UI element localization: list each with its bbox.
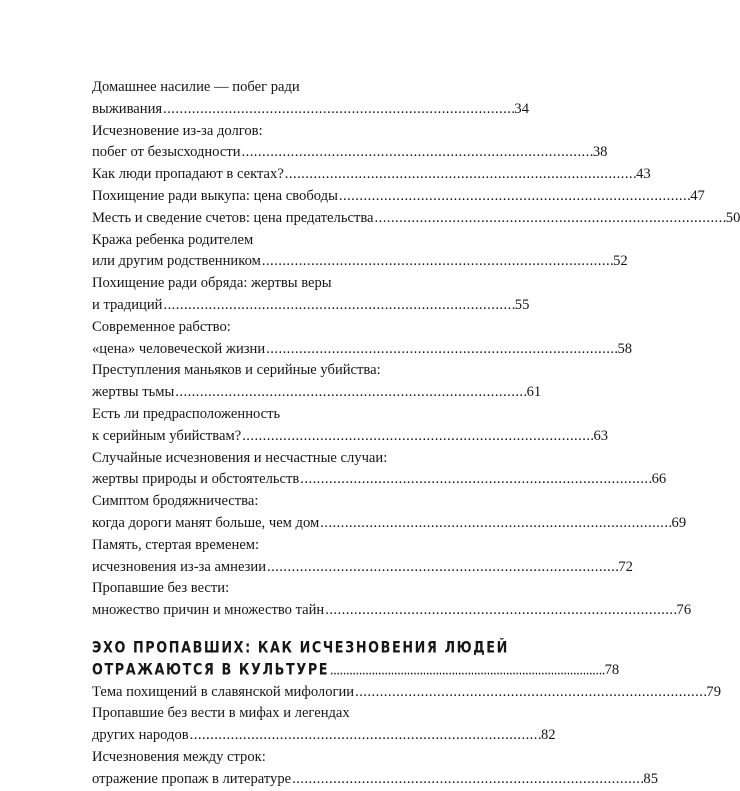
toc-entry-title: когда дороги манят больше, чем дом xyxy=(92,514,320,531)
toc-entry xyxy=(92,382,542,404)
toc-entry xyxy=(92,295,530,317)
toc-entry-title: исчезновения из-за амнезии xyxy=(92,558,267,575)
toc-entry xyxy=(92,703,452,725)
toc-entry xyxy=(92,317,452,339)
toc-page-number: 63 xyxy=(593,427,609,444)
dot-leader xyxy=(355,682,705,704)
toc-entry xyxy=(92,273,452,295)
toc-entry-title: Домашнее насилие — побег ради xyxy=(92,79,300,95)
toc-page-number: 69 xyxy=(671,514,687,531)
toc-entry xyxy=(92,164,651,186)
dot-leader xyxy=(242,142,592,164)
toc-page-number: 50 xyxy=(725,209,740,226)
toc-entry xyxy=(92,186,705,208)
dot-leader xyxy=(190,725,540,747)
dot-leader xyxy=(325,600,675,622)
toc-entry xyxy=(92,469,667,491)
toc-entry-title: Как люди пропадают в сектах? xyxy=(92,166,284,183)
dot-leader xyxy=(163,99,513,121)
toc-page-number: 43 xyxy=(636,166,651,183)
toc-entry-title: других народов xyxy=(92,727,189,744)
toc-page-number: 76 xyxy=(676,602,692,619)
toc-entry-title: «цена» человеческой жизни xyxy=(92,340,266,357)
toc-entry xyxy=(92,578,452,600)
toc-entry-title: жертвы тьмы xyxy=(92,384,175,401)
toc-entry xyxy=(92,77,452,99)
dot-leader xyxy=(320,513,670,535)
toc-entry-title: Исчезновение из-за долгов: xyxy=(92,122,263,139)
section-heading-line2: ОТРАЖАЮТСЯ В КУЛЬТУРЕ xyxy=(92,660,330,680)
toc-entry-title: выживания xyxy=(92,100,163,117)
section-heading-line1: ЭХО ПРОПАВШИХ: КАК ИСЧЕЗНОВЕНИЯ ЛЮДЕЙ xyxy=(92,639,509,658)
toc-page-number: 58 xyxy=(617,340,633,357)
toc-page-number: 34 xyxy=(514,100,529,117)
toc-page-number: 61 xyxy=(526,384,542,401)
toc-entry xyxy=(92,339,633,361)
toc-entry xyxy=(92,208,740,230)
toc-entry-title: или другим родственником xyxy=(92,253,261,270)
toc-entry xyxy=(92,513,687,535)
toc-entry-title: Тема похищений в славянской мифологии xyxy=(92,683,355,700)
toc-page-number: 47 xyxy=(690,187,705,204)
toc-entry-title: отражение пропаж в литературе xyxy=(92,770,292,787)
dot-leader xyxy=(242,426,592,448)
toc-page-number: 79 xyxy=(706,683,721,700)
toc-entry-title: Симптом бродяжничества: xyxy=(92,493,259,510)
toc-entry xyxy=(92,747,452,769)
toc-page-number: 72 xyxy=(618,558,633,575)
toc-entry-title: Исчезновения между строк: xyxy=(92,748,266,765)
toc-entry xyxy=(92,600,692,622)
toc-entry xyxy=(92,121,452,143)
toc-entry xyxy=(92,491,452,513)
toc-entry-title: множество причин и множество тайн xyxy=(92,602,325,619)
toc-entry-title: Есть ли предрасположенность xyxy=(92,405,281,422)
dot-leader xyxy=(330,657,603,684)
toc-entry xyxy=(92,230,452,252)
dot-leader xyxy=(375,208,725,230)
toc-entry xyxy=(92,426,609,448)
toc-page-number: 38 xyxy=(592,144,608,161)
toc-entry-title: Случайные исчезновения и несчастные случаи: xyxy=(92,449,388,466)
dot-leader xyxy=(300,469,650,491)
toc-entry xyxy=(92,142,608,164)
toc-page-number: 66 xyxy=(651,471,667,488)
table-of-contents xyxy=(92,77,740,791)
toc-entry-title: Память, стертая временем: xyxy=(92,536,260,553)
toc-entry-title: к серийным убийствам? xyxy=(92,427,242,444)
dot-leader xyxy=(292,769,642,791)
toc-entry-title: жертвы природы и обстоятельств xyxy=(92,471,300,488)
toc-page-number: 55 xyxy=(514,296,530,313)
toc-page-number: 52 xyxy=(613,253,628,270)
toc-entry xyxy=(92,99,529,121)
toc-entry xyxy=(92,251,628,273)
toc-entry-title: Похищение ради выкупа: цена свободы xyxy=(92,187,338,204)
toc-entry xyxy=(92,682,721,704)
toc-entry-title: Похищение ради обряда: жертвы веры xyxy=(92,275,332,292)
toc-entry xyxy=(92,725,556,747)
dot-leader xyxy=(339,186,689,208)
dot-leader xyxy=(163,295,513,317)
toc-entry-title: Пропавшие без вести: xyxy=(92,580,230,597)
dot-leader xyxy=(285,164,635,186)
toc-entry-title: Пропавшие без вести в мифах и легендах xyxy=(92,705,350,722)
toc-entry xyxy=(92,360,452,382)
toc-page-number: 82 xyxy=(540,727,556,744)
toc-entry-title: побег от безысходности xyxy=(92,144,241,161)
toc-entry xyxy=(92,535,452,557)
toc-entry xyxy=(92,769,659,791)
toc-entry xyxy=(92,557,633,579)
toc-entry-title: Кража ребенка родителем xyxy=(92,231,254,248)
toc-entry-title: и традиций xyxy=(92,296,163,313)
toc-page-number: 85 xyxy=(643,770,659,787)
toc-entry-title: Преступления маньяков и серийные убийства: xyxy=(92,362,381,379)
dot-leader xyxy=(175,382,525,404)
section-page-number: 78 xyxy=(604,661,620,678)
dot-leader xyxy=(267,557,617,579)
dot-leader xyxy=(262,251,612,273)
section-heading xyxy=(92,657,620,684)
toc-entry xyxy=(92,404,452,426)
toc-entry-title: Современное рабство: xyxy=(92,318,231,335)
toc-entry xyxy=(92,448,452,470)
toc-entry-title: Месть и сведение счетов: цена предательства xyxy=(92,209,374,226)
dot-leader xyxy=(266,339,616,361)
